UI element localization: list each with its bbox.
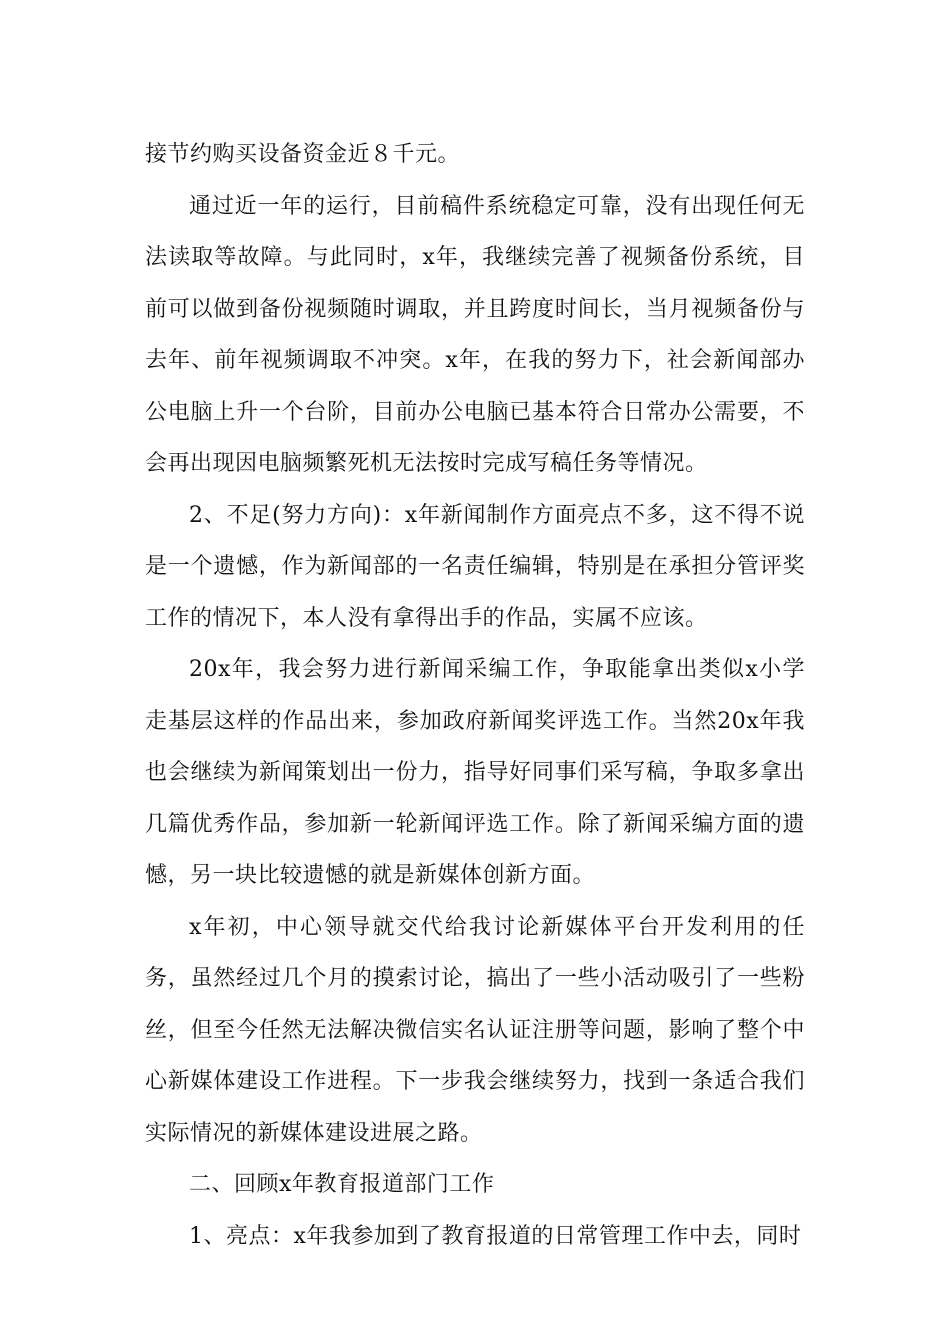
paragraph-shortcomings: 2、不足(努力方向)：x年新闻制作方面亮点不多，这不得不说是一个遗憾，作为新闻部的一名责任编辑，特别是在承担分管评奖工作的情况下，本人没有拿得出手的作品，实属不应该。 [145,502,805,631]
paragraph-highlights: 1、亮点：x年我参加到了教育报道的日常管理工作中去，同时 [189,1223,802,1249]
document-body [145,129,805,1262]
paragraph-system-operation: 通过近一年的运行，目前稿件系统稳定可靠，没有出现任何无法读取等故障。与此同时，x年，我继续完善了视频备份系统，目前可以做到备份视频随时调取，并且跨度时间长，当月视频备份与去年、前年视频调取不冲突。x年，在我的努力下，社会新闻部办公电脑上升一个台阶，目前办公电脑已基本符合日常办公需要，不会再出现因电脑频繁死机无法按时完成写稿任务等情况。 [145,193,805,476]
paragraph-continuation: 接节约购买设备资金近８千元。 [145,142,461,167]
section-heading-education-review: 二、回顾x年教育报道部门工作 [189,1172,495,1197]
paragraph-next-year-plan: 20x年，我会努力进行新闻采编工作，争取能拿出类似x小学走基层这样的作品出来，参加政府新闻奖评选工作。当然20x年我也会继续为新闻策划出一份力，指导好同事们采写稿，争取多拿出几篇优秀作品，参加新一轮新闻评选工作。除了新闻采编方面的遗憾，另一块比较遗憾的就是新媒体创新方面。 [145,657,805,888]
paragraph-new-media: x年初，中心领导就交代给我讨论新媒体平台开发利用的任务，虽然经过几个月的摸索讨论，搞出了一些小活动吸引了一些粉丝，但至今任然无法解决微信实名认证注册等问题，影响了整个中心新媒体建设工作进程。下一步我会继续努力，找到一条适合我们实际情况的新媒体建设进展之路。 [145,914,805,1146]
